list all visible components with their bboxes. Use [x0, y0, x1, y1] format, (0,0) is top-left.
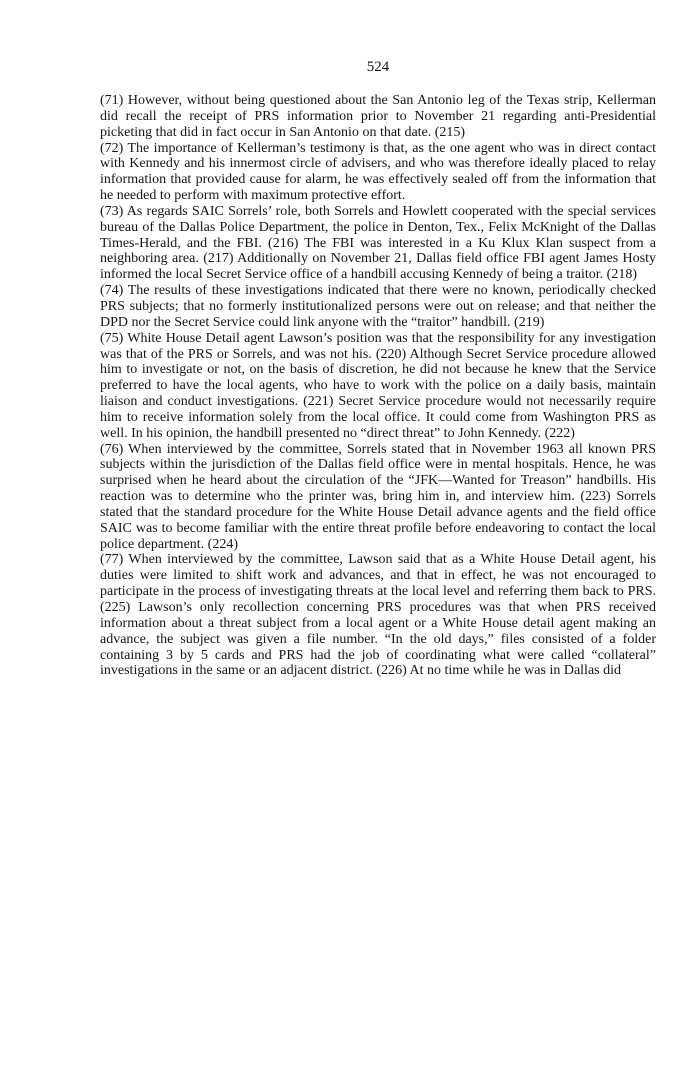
paragraph-76: (76) When interviewed by the committee, Sorrels stated that in November 1963 all known PRS subjects within the jurisdiction of the Dallas field office were in mental hospitals. Hence, he was surprised when he heard about the circulation of the “JFK—Wanted for Treason” handbills. His reaction was to determine who the printer was, bring him in, and interview him. (223) Sorrels stated that the standard procedure for the White House Detail advance agents and the field office SAIC was to become familiar with the entire threat profile before endeavoring to contact the local police department. (224) — [100, 441, 656, 552]
paragraph-73: (73) As regards SAIC Sorrels’ role, both Sorrels and Howlett cooperated with the special services bureau of the Dallas Police Department, the police in Denton, Tex., Felix McKnight of the Dallas Times-Herald, and the FBI. (216) The FBI was interested in a Ku Klux Klan suspect from a neighboring area. (217) Additionally on November 21, Dallas field office FBI agent James Hosty informed the local Secret Service office of a handbill accusing Kennedy of being a traitor. (218) — [100, 203, 656, 283]
paragraph-77: (77) When interviewed by the committee, Lawson said that as a White House Detail agent, his duties were limited to shift work and advances, and that in effect, he was not encouraged to participate in the process of investigating threats at the local level and referring them back to PRS. (225) Lawson’s only recollection concerning PRS procedures was that when PRS received information about a threat subject from a local agent or a White House detail agent making an advance, the subject was given a file number. “In the old days,” files consisted of a folder containing 3 by 5 cards and PRS had the job of coordinating what were called “collateral” investigations in the same or an adjacent district. (226) At no time while he was in Dallas did — [100, 552, 656, 679]
paragraph-75: (75) White House Detail agent Lawson’s position was that the responsibility for any investigation was that of the PRS or Sorrels, and was not his. (220) Although Secret Service procedure allowed him to investigate or not, on the basis of discretion, he did not because he knew that the Service preferred to have the local agents, who have to work with the police on a daily basis, maintain liaison and conduct investigations. (221) Secret Service procedure would not necessarily require him to receive information solely from the local office. It could come from Washington PRS as well. In his opinion, the handbill presented no “direct threat” to John Kennedy. (222) — [100, 330, 656, 441]
document-page — [100, 58, 656, 679]
page-number: 524 — [366, 59, 390, 75]
paragraph-71: (71) However, without being questioned about the San Antonio leg of the Texas strip, Kellerman did recall the receipt of PRS information prior to November 21 regarding anti-Presidential picketing that did in fact occur in San Antonio on that date. (215) — [100, 93, 656, 140]
paragraph-72: (72) The importance of Kellerman’s testimony is that, as the one agent who was in direct contact with Kennedy and his innermost circle of advisers, and who was therefore ideally placed to relay information that provided cause for alarm, he was effectively sealed off from the information that he needed to perform with maximum protective effort. — [100, 140, 656, 204]
paragraph-74: (74) The results of these investigations indicated that there were no known, periodically checked PRS subjects; that no formerly institutionalized persons were out on release; and that neither the DPD nor the Secret Service could link anyone with the “traitor” handbill. (219) — [100, 283, 656, 330]
